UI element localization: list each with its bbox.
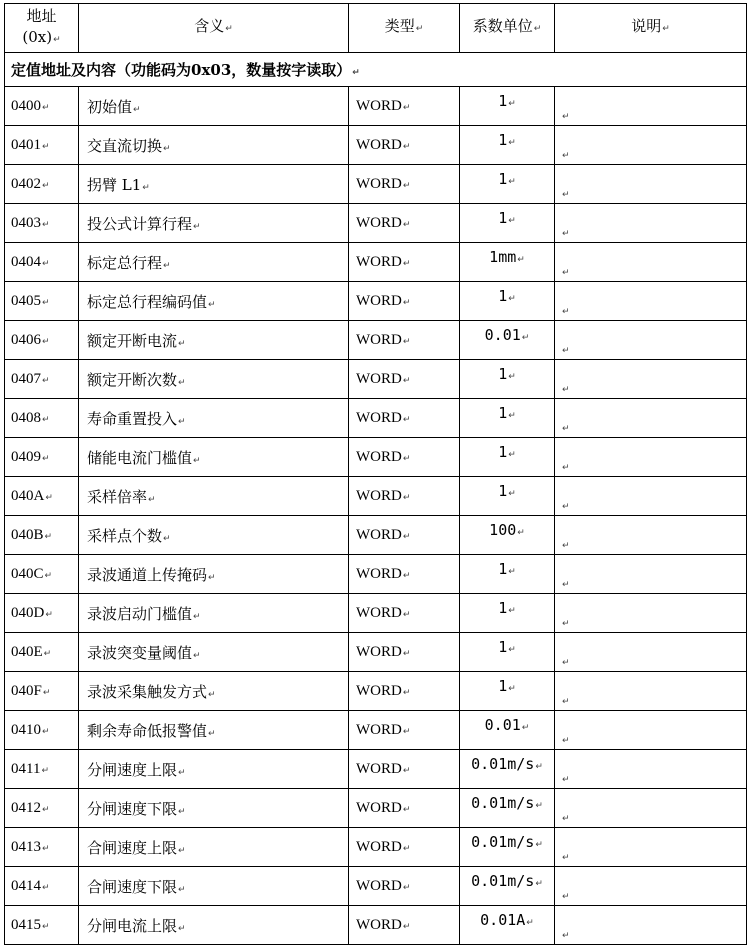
meaning-cell: 寿命重置投入↵ [79,399,349,438]
unit-cell: 1↵ [460,360,555,399]
meaning-cell: 交直流切换↵ [79,126,349,165]
address-cell: 0403↵ [5,204,79,243]
type-cell: WORD↵ [349,633,460,672]
paragraph-mark-icon: ↵ [562,229,570,239]
paragraph-mark-icon: ↵ [562,112,570,122]
address-cell: 0400↵ [5,87,79,126]
unit-cell: 100↵ [460,516,555,555]
table-row [5,477,747,516]
paragraph-mark-icon: ↵ [42,921,50,932]
header-row [5,4,747,53]
type-cell: WORD↵ [349,867,460,906]
paragraph-mark-icon: ↵ [508,567,516,577]
table-row [5,633,747,672]
note-cell [555,555,747,594]
paragraph-mark-icon: ↵ [517,528,525,538]
paragraph-mark-icon: ↵ [402,765,411,776]
paragraph-mark-icon: ↵ [562,346,570,356]
unit-cell: 1↵ [460,165,555,204]
header-type: 类型↵ [349,4,460,53]
type-cell: WORD↵ [349,165,460,204]
unit-cell: 0.01m/s↵ [460,750,555,789]
note-cell [555,204,747,243]
paragraph-mark-icon: ↵ [508,138,516,148]
paragraph-mark-icon: ↵ [508,372,516,382]
paragraph-mark-icon: ↵ [562,190,570,200]
meaning-cell: 分闸速度下限↵ [79,789,349,828]
note-cell [555,711,747,750]
paragraph-mark-icon: ↵ [42,882,50,893]
unit-cell: 1↵ [460,477,555,516]
note-cell [555,516,747,555]
header-address-line1: 地址 [26,6,57,25]
header-address [5,4,79,53]
paragraph-mark-icon: ↵ [402,141,411,152]
paragraph-mark-icon: ↵ [178,416,186,427]
paragraph-mark-icon: ↵ [562,541,570,551]
type-cell: WORD↵ [349,672,460,711]
table-row [5,87,747,126]
type-cell: WORD↵ [349,87,460,126]
table-row [5,555,747,594]
note-cell [555,867,747,906]
type-cell: WORD↵ [349,516,460,555]
unit-cell: 1mm↵ [460,243,555,282]
paragraph-mark-icon: ↵ [562,736,570,746]
unit-cell: 1↵ [460,594,555,633]
unit-cell: 0.01A↵ [460,906,555,945]
table-row [5,282,747,321]
paragraph-mark-icon: ↵ [352,68,360,78]
paragraph-mark-icon: ↵ [43,648,52,659]
paragraph-mark-icon: ↵ [42,336,50,347]
note-cell [555,321,747,360]
paragraph-mark-icon: ↵ [562,151,570,161]
paragraph-mark-icon: ↵ [178,806,186,817]
paragraph-mark-icon: ↵ [508,216,516,226]
meaning-cell: 投公式计算行程↵ [79,204,349,243]
paragraph-mark-icon: ↵ [521,333,530,343]
address-cell: 0410↵ [5,711,79,750]
paragraph-mark-icon: ↵ [562,619,570,629]
paragraph-mark-icon: ↵ [562,502,570,512]
unit-cell: 0.01m/s↵ [460,867,555,906]
paragraph-mark-icon: ↵ [163,143,171,154]
paragraph-mark-icon: ↵ [402,687,411,698]
note-cell [555,477,747,516]
address-cell: 040C↵ [5,555,79,594]
paragraph-mark-icon: ↵ [42,375,50,386]
type-cell: WORD↵ [349,711,460,750]
paragraph-mark-icon: ↵ [42,297,50,308]
unit-cell: 0.01↵ [460,711,555,750]
paragraph-mark-icon: ↵ [402,180,411,191]
table-row [5,789,747,828]
unit-cell: 1↵ [460,282,555,321]
paragraph-mark-icon: ↵ [193,650,201,661]
paragraph-mark-icon: ↵ [402,219,411,230]
type-cell: WORD↵ [349,438,460,477]
paragraph-mark-icon: ↵ [148,494,156,505]
paragraph-mark-icon: ↵ [562,697,570,707]
type-cell: WORD↵ [349,828,460,867]
note-cell [555,360,747,399]
paragraph-mark-icon: ↵ [178,923,186,934]
note-cell [555,750,747,789]
paragraph-mark-icon: ↵ [402,492,411,503]
meaning-cell: 标定总行程编码值↵ [79,282,349,321]
note-cell [555,594,747,633]
meaning-cell: 录波启动门槛值↵ [79,594,349,633]
paragraph-mark-icon: ↵ [402,531,411,542]
meaning-cell: 额定开断电流↵ [79,321,349,360]
paragraph-mark-icon: ↵ [535,801,543,811]
paragraph-mark-icon: ↵ [562,463,570,473]
paragraph-mark-icon: ↵ [508,606,516,616]
unit-cell: 1↵ [460,438,555,477]
paragraph-mark-icon: ↵ [45,609,53,620]
type-cell: WORD↵ [349,204,460,243]
header-note: 说明↵ [555,4,747,53]
paragraph-mark-icon: ↵ [42,102,50,113]
header-meaning: 含义↵ [79,4,349,53]
table-row [5,828,747,867]
address-cell: 0401↵ [5,126,79,165]
note-cell [555,282,747,321]
paragraph-mark-icon: ↵ [508,99,516,109]
paragraph-mark-icon: ↵ [402,882,411,893]
table-row [5,126,747,165]
table-row [5,750,747,789]
paragraph-mark-icon: ↵ [42,219,50,230]
paragraph-mark-icon: ↵ [402,921,411,932]
paragraph-mark-icon: ↵ [562,424,570,434]
type-cell: WORD↵ [349,906,460,945]
paragraph-mark-icon: ↵ [53,34,61,45]
meaning-cell: 额定开断次数↵ [79,360,349,399]
address-cell: 0404↵ [5,243,79,282]
note-cell [555,87,747,126]
paragraph-mark-icon: ↵ [508,450,516,460]
paragraph-mark-icon: ↵ [402,453,411,464]
type-cell: WORD↵ [349,243,460,282]
meaning-cell: 标定总行程↵ [79,243,349,282]
paragraph-mark-icon: ↵ [402,102,411,113]
paragraph-mark-icon: ↵ [562,775,570,785]
paragraph-mark-icon: ↵ [415,24,424,34]
paragraph-mark-icon: ↵ [208,728,216,739]
paragraph-mark-icon: ↵ [178,338,186,349]
table-row [5,594,747,633]
paragraph-mark-icon: ↵ [535,840,543,850]
address-cell: 040E↵ [5,633,79,672]
paragraph-mark-icon: ↵ [562,853,570,863]
table-row [5,711,747,750]
paragraph-mark-icon: ↵ [208,689,216,700]
note-cell [555,243,747,282]
meaning-cell: 录波通道上传掩码↵ [79,555,349,594]
paragraph-mark-icon: ↵ [402,843,411,854]
unit-cell: 0.01↵ [460,321,555,360]
address-cell: 0411↵ [5,750,79,789]
address-cell: 0405↵ [5,282,79,321]
note-cell [555,165,747,204]
paragraph-mark-icon: ↵ [402,414,411,425]
unit-cell: 1↵ [460,204,555,243]
note-cell [555,633,747,672]
unit-cell: 1↵ [460,87,555,126]
paragraph-mark-icon: ↵ [562,307,570,317]
unit-cell: 1↵ [460,633,555,672]
paragraph-mark-icon: ↵ [562,385,570,395]
meaning-cell: 采样点个数↵ [79,516,349,555]
meaning-cell: 合闸速度下限↵ [79,867,349,906]
note-cell [555,672,747,711]
address-cell: 040D↵ [5,594,79,633]
paragraph-mark-icon: ↵ [42,804,50,815]
paragraph-mark-icon: ↵ [42,453,50,464]
type-cell: WORD↵ [349,789,460,828]
paragraph-mark-icon: ↵ [562,268,570,278]
table-row [5,165,747,204]
table-row [5,867,747,906]
type-cell: WORD↵ [349,399,460,438]
paragraph-mark-icon: ↵ [521,723,530,733]
paragraph-mark-icon: ↵ [178,767,186,778]
unit-cell: 1↵ [460,126,555,165]
meaning-cell: 初始值↵ [79,87,349,126]
paragraph-mark-icon: ↵ [402,804,411,815]
paragraph-mark-icon: ↵ [508,411,516,421]
paragraph-mark-icon: ↵ [562,580,570,590]
paragraph-mark-icon: ↵ [41,765,49,776]
table-row [5,906,747,945]
meaning-cell: 录波突变量阈值↵ [79,633,349,672]
paragraph-mark-icon: ↵ [562,658,570,668]
paragraph-mark-icon: ↵ [42,726,50,737]
paragraph-mark-icon: ↵ [42,414,50,425]
type-cell: WORD↵ [349,282,460,321]
paragraph-mark-icon: ↵ [178,377,186,388]
table-row [5,321,747,360]
meaning-cell: 分闸电流上限↵ [79,906,349,945]
paragraph-mark-icon: ↵ [208,572,216,583]
paragraph-mark-icon: ↵ [402,336,411,347]
note-cell [555,126,747,165]
address-cell: 0406↵ [5,321,79,360]
table-row [5,516,747,555]
paragraph-mark-icon: ↵ [508,294,516,304]
meaning-cell: 储能电流门槛值↵ [79,438,349,477]
paragraph-mark-icon: ↵ [178,845,186,856]
table-row [5,399,747,438]
address-cell: 040A↵ [5,477,79,516]
type-cell: WORD↵ [349,360,460,399]
meaning-cell: 拐臂 L1↵ [79,165,349,204]
paragraph-mark-icon: ↵ [402,609,411,620]
type-cell: WORD↵ [349,126,460,165]
meaning-cell: 剩余寿命低报警值↵ [79,711,349,750]
paragraph-mark-icon: ↵ [193,611,201,622]
paragraph-mark-icon: ↵ [163,260,171,271]
note-cell [555,828,747,867]
type-cell: WORD↵ [349,750,460,789]
section-title-row [5,53,747,87]
paragraph-mark-icon: ↵ [508,489,516,499]
header-unit: 系数单位↵ [460,4,555,53]
address-cell: 0408↵ [5,399,79,438]
address-cell: 0415↵ [5,906,79,945]
paragraph-mark-icon: ↵ [562,931,570,941]
unit-cell: 0.01m/s↵ [460,789,555,828]
note-cell [555,438,747,477]
table-row [5,204,747,243]
paragraph-mark-icon: ↵ [526,918,534,928]
paragraph-mark-icon: ↵ [42,258,50,269]
paragraph-mark-icon: ↵ [163,533,171,544]
table-row [5,438,747,477]
section-title: 定值地址及内容（功能码为0x03，数量按字读取）↵ [5,53,747,87]
paragraph-mark-icon: ↵ [193,221,201,232]
paragraph-mark-icon: ↵ [402,726,411,737]
meaning-cell: 录波采集触发方式↵ [79,672,349,711]
paragraph-mark-icon: ↵ [225,24,233,34]
paragraph-mark-icon: ↵ [402,297,411,308]
paragraph-mark-icon: ↵ [517,255,525,265]
paragraph-mark-icon: ↵ [45,492,53,503]
header-address-line2: (0x) [22,27,53,46]
register-table [4,3,747,945]
type-cell: WORD↵ [349,477,460,516]
paragraph-mark-icon: ↵ [508,177,516,187]
paragraph-mark-icon: ↵ [178,884,186,895]
address-cell: 0413↵ [5,828,79,867]
unit-cell: 1↵ [460,555,555,594]
address-cell: 040B↵ [5,516,79,555]
paragraph-mark-icon: ↵ [508,645,516,655]
unit-cell: 1↵ [460,672,555,711]
address-cell: 0409↵ [5,438,79,477]
paragraph-mark-icon: ↵ [133,104,141,115]
address-cell: 0407↵ [5,360,79,399]
address-cell: 040F↵ [5,672,79,711]
note-cell [555,399,747,438]
paragraph-mark-icon: ↵ [44,570,53,581]
meaning-cell: 分闸速度上限↵ [79,750,349,789]
unit-cell: 0.01m/s↵ [460,828,555,867]
unit-cell: 1↵ [460,399,555,438]
address-cell: 0402↵ [5,165,79,204]
table-row [5,672,747,711]
paragraph-mark-icon: ↵ [533,24,542,34]
paragraph-mark-icon: ↵ [535,879,543,889]
paragraph-mark-icon: ↵ [208,299,216,310]
paragraph-mark-icon: ↵ [535,762,543,772]
paragraph-mark-icon: ↵ [402,648,411,659]
paragraph-mark-icon: ↵ [44,531,53,542]
paragraph-mark-icon: ↵ [508,684,516,694]
type-cell: WORD↵ [349,594,460,633]
paragraph-mark-icon: ↵ [42,687,51,698]
address-cell: 0414↵ [5,867,79,906]
paragraph-mark-icon: ↵ [662,24,670,34]
paragraph-mark-icon: ↵ [562,892,570,902]
paragraph-mark-icon: ↵ [402,570,411,581]
paragraph-mark-icon: ↵ [193,455,201,466]
paragraph-mark-icon: ↵ [402,375,411,386]
table-row [5,243,747,282]
table-row [5,360,747,399]
paragraph-mark-icon: ↵ [562,814,570,824]
note-cell [555,906,747,945]
note-cell [555,789,747,828]
type-cell: WORD↵ [349,321,460,360]
paragraph-mark-icon: ↵ [42,141,50,152]
meaning-cell: 采样倍率↵ [79,477,349,516]
type-cell: WORD↵ [349,555,460,594]
address-cell: 0412↵ [5,789,79,828]
paragraph-mark-icon: ↵ [42,843,50,854]
paragraph-mark-icon: ↵ [402,258,411,269]
paragraph-mark-icon: ↵ [142,182,150,193]
paragraph-mark-icon: ↵ [42,180,50,191]
meaning-cell: 合闸速度上限↵ [79,828,349,867]
